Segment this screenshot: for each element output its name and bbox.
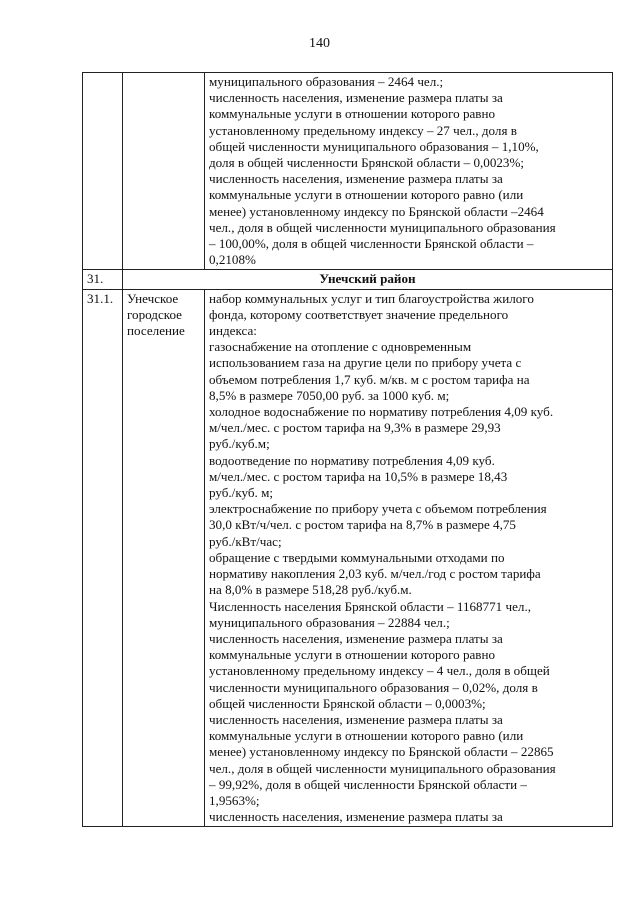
text-line: обращение с твердыми коммунальными отходами по	[209, 549, 505, 565]
text-line: численность населения, изменение размера платы за	[209, 90, 503, 106]
text-line: 1,9563%;	[209, 792, 260, 808]
row-text-cell	[205, 289, 613, 827]
text-line: общей численности муниципального образования – 1,10%,	[209, 138, 539, 154]
text-line: нормативу накопления 2,03 куб. м/чел./год с ростом тарифа	[209, 566, 541, 582]
text-line: – 99,92%, доля в общей численности Брянской области –	[209, 776, 527, 792]
table-row-continued	[83, 73, 613, 270]
text-line: Численность населения Брянской области – 1168771 чел.,	[209, 598, 531, 614]
text-line: набор коммунальных услуг и тип благоустройства жилого	[209, 290, 534, 306]
text-line: электроснабжение по прибору учета с объемом потребления	[209, 501, 547, 517]
text-line: установленному предельному индексу – 27 чел., доля в	[209, 122, 517, 138]
text-line: доля в общей численности Брянской области – 0,0023%;	[209, 155, 525, 171]
text-line: объемом потребления 1,7 куб. м/кв. м с ростом тарифа на	[209, 371, 530, 387]
text-line: м/чел./мес. с ростом тарифа на 9,3% в размере 29,93	[209, 420, 501, 436]
page-number: 140	[309, 36, 330, 51]
text-line: муниципального образования – 2464 чел.;	[209, 74, 444, 89]
text-line: численность населения, изменение размера платы за	[209, 809, 503, 825]
text-line: муниципального образования – 22884 чел.;	[209, 614, 450, 630]
text-line: чел., доля в общей численности муниципального образования	[209, 760, 556, 776]
settlement-name-line: поселение	[127, 323, 185, 339]
text-line: руб./куб. м;	[209, 485, 274, 501]
text-line: численность населения, изменение размера платы за	[209, 630, 503, 646]
row-name-cell	[123, 289, 205, 827]
text-line: индекса:	[209, 323, 257, 339]
text-line: м/чел./мес. с ростом тарифа на 10,5% в размере 18,43	[209, 468, 508, 484]
text-line: 0,2108%	[209, 252, 256, 268]
text-line: коммунальные услуги в отношении которого равно	[209, 647, 496, 663]
tariff-table	[82, 72, 613, 827]
settlement-name-line: Унечское	[127, 290, 179, 306]
text-line: использованием газа на другие цели по прибору учета с	[209, 355, 522, 371]
text-line: численности муниципального образования – 0,02%, доля в	[209, 679, 538, 695]
text-line: 8,5% в размере 7050,00 руб. за 1000 куб. м;	[209, 387, 450, 403]
row-name-cell	[123, 73, 205, 270]
text-line: фонда, которому соответствует значение предельного	[209, 306, 509, 322]
section-row	[83, 270, 613, 289]
text-line: руб./куб.м;	[209, 436, 270, 452]
text-line: коммунальные услуги в отношении которого равно (или	[209, 728, 524, 744]
text-line: 30,0 кВт/ч/чел. с ростом тарифа на 8,7% в размере 4,75	[209, 517, 516, 533]
text-line: численность населения, изменение размера платы за	[209, 711, 503, 727]
text-line: менее) установленному индексу по Брянской области –2464	[209, 203, 544, 219]
settlement-name-line: городское	[127, 306, 182, 322]
text-line: общей численности Брянской области – 0,0003%;	[209, 695, 486, 711]
text-line: газоснабжение на отопление с одновременным	[209, 339, 472, 355]
row-number-cell	[83, 73, 123, 270]
section-title: Унечский район	[123, 270, 613, 289]
text-line: коммунальные услуги в отношении которого равно	[209, 106, 496, 122]
text-line: на 8,0% в размере 518,28 руб./куб.м.	[209, 582, 412, 598]
text-line: менее) установленному индексу по Брянской области – 22865	[209, 744, 554, 760]
text-line: установленному предельному индексу – 4 чел., доля в общей	[209, 663, 550, 679]
text-line: коммунальные услуги в отношении которого равно (или	[209, 187, 524, 203]
text-line: численность населения, изменение размера платы за	[209, 171, 503, 187]
table-row	[83, 289, 613, 827]
text-line: холодное водоснабжение по нормативу потребления 4,09 куб.	[209, 404, 554, 420]
row-number: 31.1.	[83, 289, 123, 827]
text-line: – 100,00%, доля в общей численности Брянской области –	[209, 236, 534, 252]
row-text-cell	[205, 73, 613, 270]
text-line: водоотведение по нормативу потребления 4,09 куб.	[209, 452, 495, 468]
text-line: чел., доля в общей численности муниципального образования	[209, 219, 556, 235]
text-line: руб./кВт/час;	[209, 533, 282, 549]
section-number: 31.	[83, 270, 123, 289]
